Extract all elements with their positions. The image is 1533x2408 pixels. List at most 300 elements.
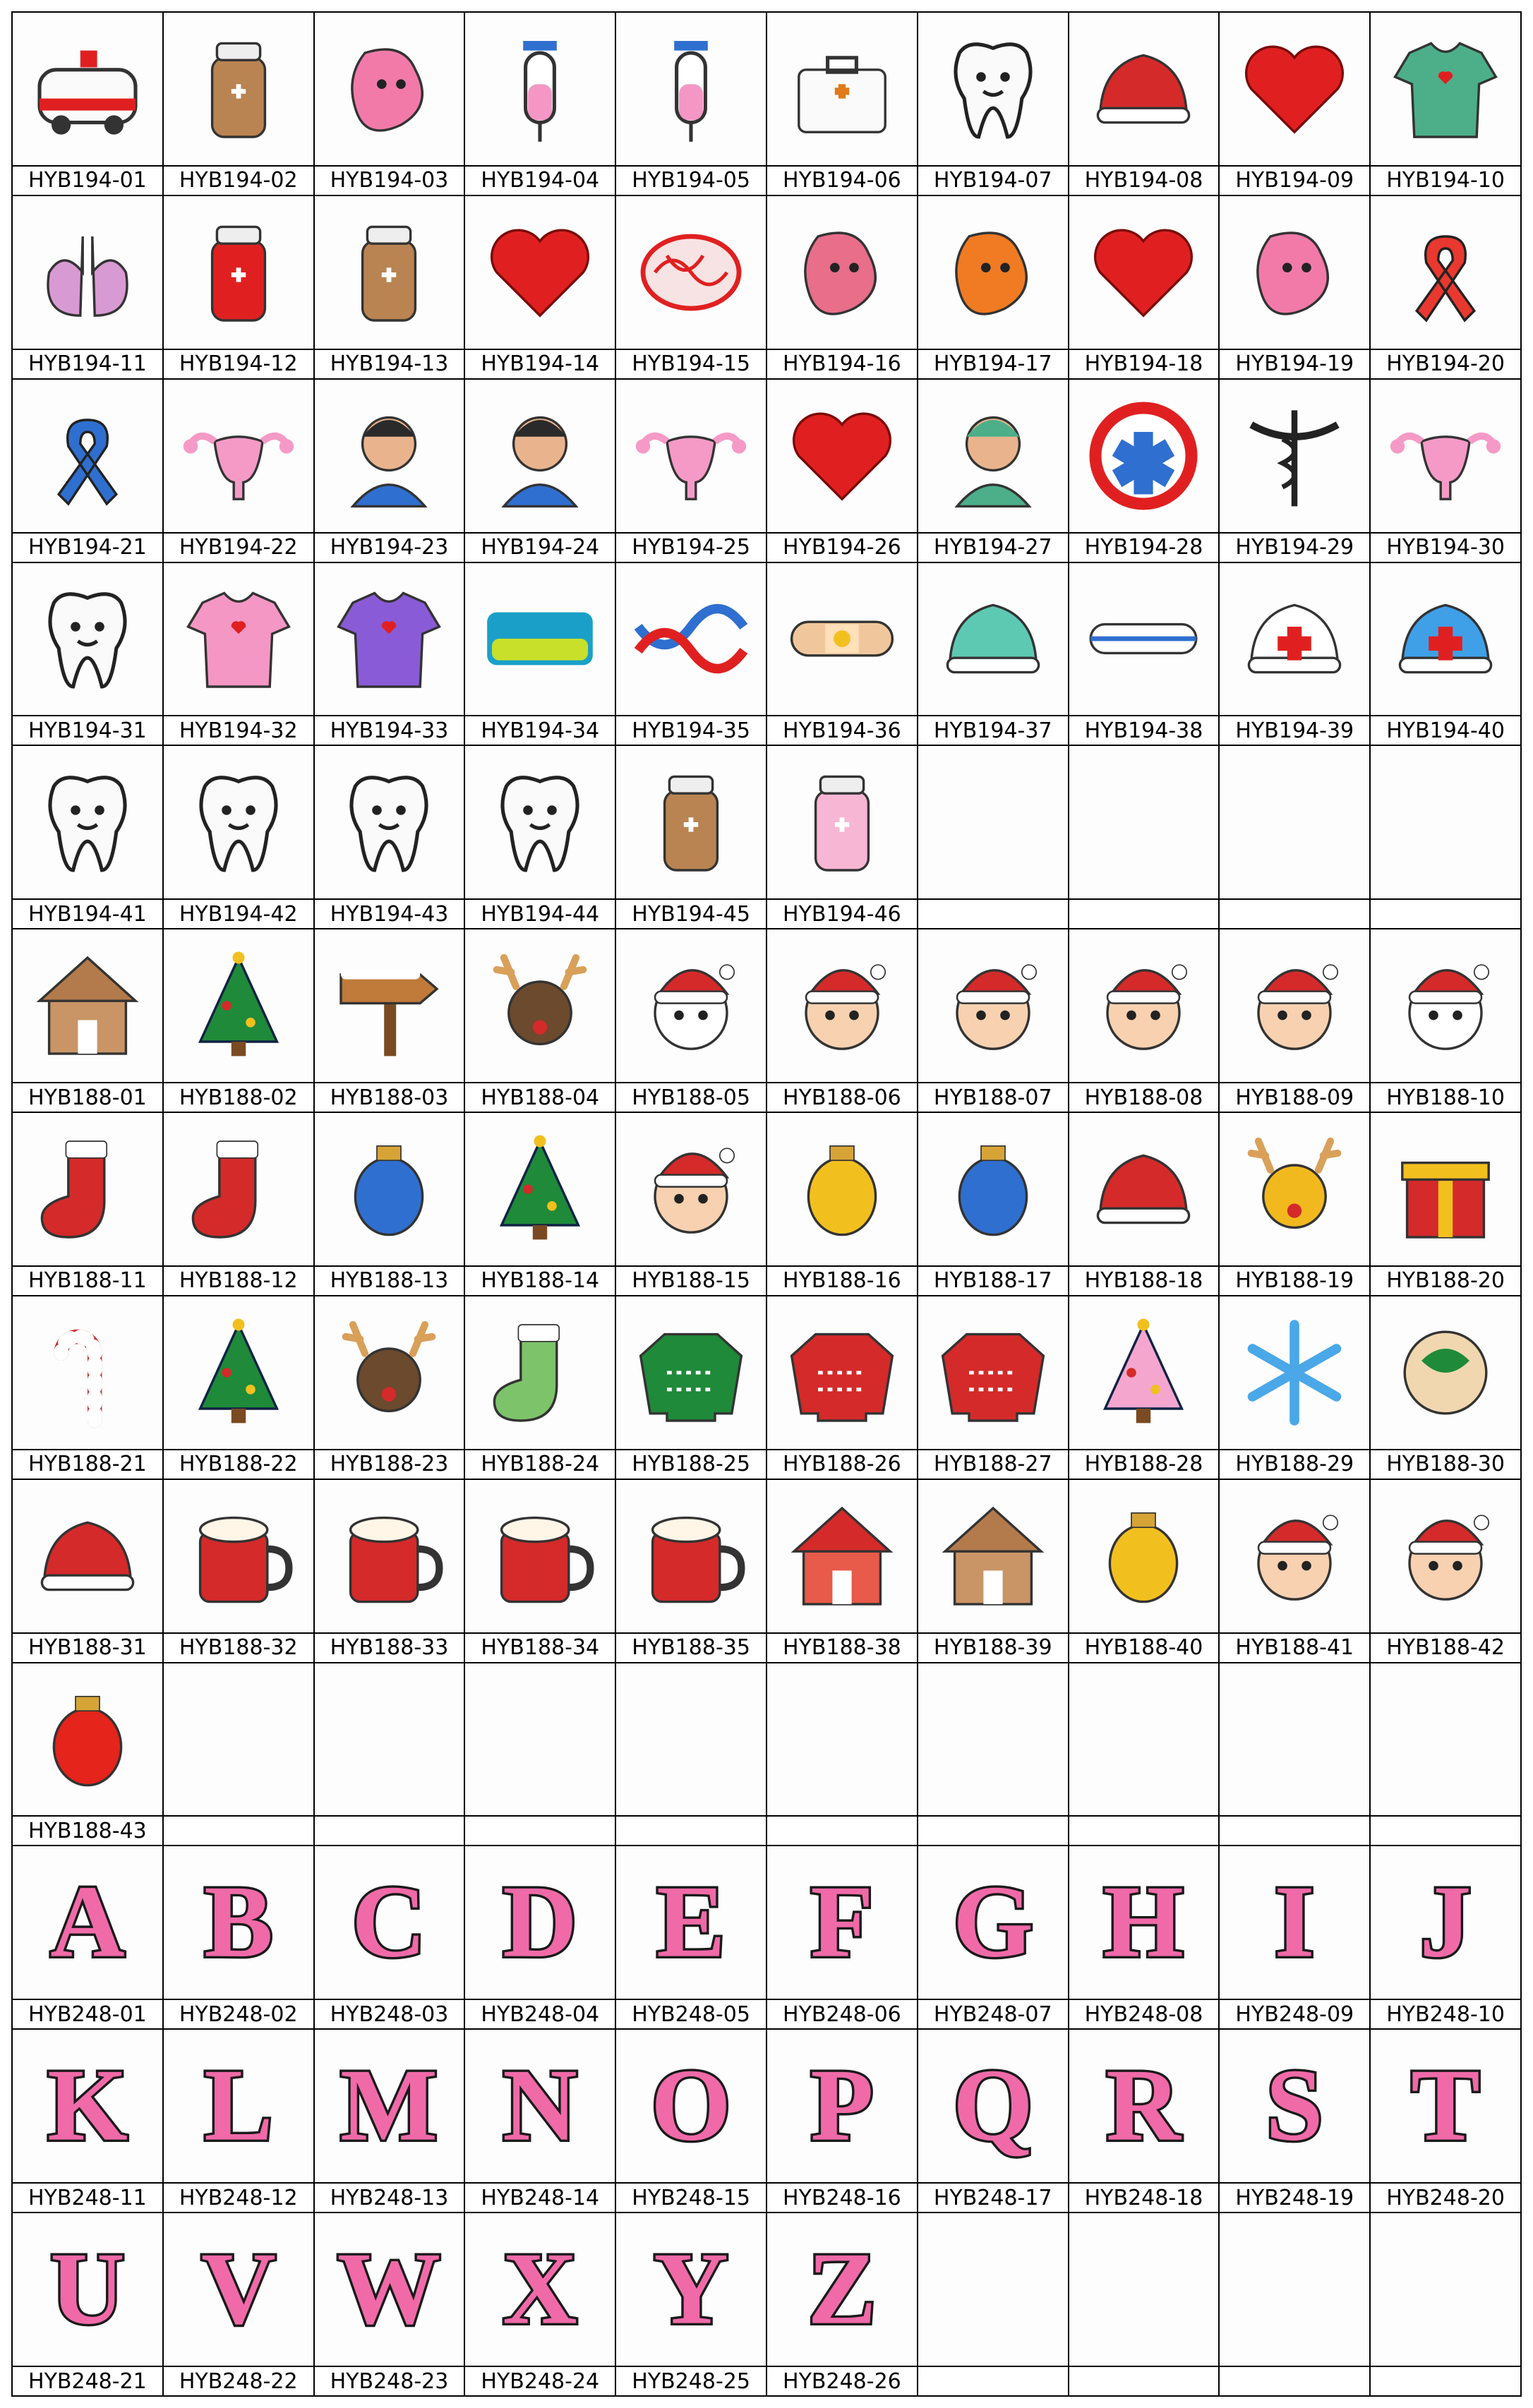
item-code: HYB194-26 xyxy=(767,532,917,562)
item-code: HYB248-21 xyxy=(13,2366,162,2395)
anatomical-heart-icon xyxy=(1083,212,1203,332)
catalog-cell xyxy=(918,13,1069,196)
catalog-cell xyxy=(315,2213,466,2397)
cell-image xyxy=(13,746,162,898)
catalog-cell xyxy=(918,929,1069,1113)
catalog-cell xyxy=(616,1113,767,1296)
item-code: HYB248-06 xyxy=(767,1999,917,2028)
catalog-cell xyxy=(315,2030,466,2213)
catalog-cell xyxy=(13,746,164,929)
cell-image xyxy=(1371,1846,1520,1999)
empty-cell xyxy=(767,1663,918,1847)
item-code: HYB188-30 xyxy=(1371,1449,1520,1479)
letter-icon xyxy=(1234,1862,1354,1982)
pink-organ-icon xyxy=(1234,212,1354,332)
cell-image xyxy=(1069,746,1219,898)
item-code xyxy=(1220,2366,1369,2395)
catalog-cell xyxy=(616,1296,767,1480)
item-code: HYB194-39 xyxy=(1220,715,1369,745)
item-code: HYB188-42 xyxy=(1371,1632,1520,1662)
cell-image xyxy=(616,1113,766,1265)
letter-glyph: Y xyxy=(654,2231,728,2346)
cell-image xyxy=(918,2030,1068,2182)
empty-cell xyxy=(1069,746,1220,929)
braces-icon xyxy=(1083,579,1203,699)
item-code: HYB188-21 xyxy=(13,1449,162,1479)
item-code: HYB194-32 xyxy=(164,715,313,745)
cell-image xyxy=(1069,1296,1219,1449)
santa-face-icon xyxy=(1234,946,1354,1066)
catalog-cell xyxy=(465,1480,616,1663)
cell-image xyxy=(1371,1296,1520,1449)
cell-image xyxy=(918,1846,1068,1999)
knit-hat-icon xyxy=(28,1496,148,1616)
nurse-flex-icon xyxy=(329,396,449,516)
item-code: HYB194-20 xyxy=(1371,349,1520,378)
item-code: HYB188-26 xyxy=(767,1449,917,1479)
syringe-icon xyxy=(631,29,751,149)
first-aid-kit-icon xyxy=(782,29,902,149)
red-truck-tree-icon xyxy=(179,1313,299,1433)
cell-image xyxy=(1220,380,1369,532)
green-stocking-icon xyxy=(480,1313,600,1433)
cell-image xyxy=(1371,1663,1520,1816)
catalog-cell xyxy=(13,2213,164,2397)
item-code: HYB194-23 xyxy=(315,532,464,562)
cell-image xyxy=(13,196,162,349)
empty-cell xyxy=(465,1663,616,1847)
snowman-red-hat-icon xyxy=(631,946,751,1066)
item-code: HYB194-34 xyxy=(465,715,615,745)
item-code: HYB188-09 xyxy=(1220,1082,1369,1112)
catalog-cell xyxy=(918,1480,1069,1663)
letter-glyph: Q xyxy=(952,2047,1033,2162)
empty-cell xyxy=(164,1663,315,1847)
catalog-cell xyxy=(164,2030,315,2213)
item-code: HYB194-11 xyxy=(13,349,162,378)
cell-image xyxy=(616,1663,766,1816)
cell-image xyxy=(1371,1113,1520,1265)
item-code xyxy=(1371,2366,1520,2395)
item-code: HYB188-40 xyxy=(1069,1632,1219,1662)
catalog-cell xyxy=(1069,1296,1220,1480)
catalog-cell xyxy=(767,1846,918,2030)
cell-image xyxy=(918,1296,1068,1449)
catalog-cell xyxy=(164,13,315,196)
cell-image xyxy=(164,929,313,1082)
catalog-cell xyxy=(13,563,164,747)
cell-image xyxy=(616,1296,766,1449)
letter-glyph: M xyxy=(340,2047,438,2162)
item-code: HYB194-21 xyxy=(13,532,162,562)
item-code: HYB188-34 xyxy=(465,1632,615,1662)
cell-image xyxy=(1220,746,1369,898)
letter-icon xyxy=(480,1862,600,1982)
catalog-cell xyxy=(616,1480,767,1663)
item-code: HYB188-35 xyxy=(616,1632,766,1662)
item-code: HYB194-31 xyxy=(13,715,162,745)
cell-image xyxy=(616,563,766,716)
catalog-cell xyxy=(315,746,466,929)
cell-image xyxy=(918,1480,1068,1632)
cell-image xyxy=(315,1480,464,1632)
catalog-cell xyxy=(767,1480,918,1663)
catalog-cell xyxy=(616,2213,767,2397)
catalog-cell xyxy=(315,1296,466,1480)
nurse-portrait-icon xyxy=(480,396,600,516)
empty-cell xyxy=(1220,2213,1371,2397)
empty-cell xyxy=(918,2213,1069,2397)
catalog-cell xyxy=(315,380,466,563)
catalog-cell xyxy=(13,380,164,563)
cell-image xyxy=(465,1296,615,1449)
catalog-cell xyxy=(465,196,616,380)
catalog-cell xyxy=(1371,2030,1522,2213)
letter-icon xyxy=(28,1862,148,1982)
cell-image xyxy=(465,2213,615,2366)
item-code: HYB248-07 xyxy=(918,1999,1068,2028)
catalog-cell xyxy=(918,1113,1069,1296)
letter-glyph: E xyxy=(656,1864,726,1979)
cell-image xyxy=(918,563,1068,716)
item-code: HYB248-09 xyxy=(1220,1999,1369,2028)
catalog-cell xyxy=(767,563,918,747)
catalog-cell xyxy=(1220,1296,1371,1480)
cell-image xyxy=(918,196,1068,349)
stocking-icon xyxy=(179,1129,299,1249)
letter-glyph: S xyxy=(1266,2047,1323,2162)
cell-image xyxy=(164,13,313,165)
pink-tree-icon xyxy=(1083,1313,1203,1433)
item-code: HYB194-43 xyxy=(315,898,464,928)
yellow-reindeer-icon xyxy=(1234,1129,1354,1249)
item-code: HYB194-01 xyxy=(13,165,162,195)
item-code: HYB248-20 xyxy=(1371,2182,1520,2212)
empty-cell xyxy=(918,746,1069,929)
cell-image xyxy=(767,1480,917,1632)
green-tree-icon xyxy=(480,1129,600,1249)
letter-icon xyxy=(782,1862,902,1982)
letter-icon xyxy=(28,2229,148,2349)
empty-cell xyxy=(1220,1663,1371,1847)
tooth-face-icon xyxy=(28,579,148,699)
letter-glyph: I xyxy=(1274,1864,1315,1979)
cell-image xyxy=(767,1296,917,1449)
red-mug-icon xyxy=(631,1496,751,1616)
empty-cell xyxy=(1069,1663,1220,1847)
catalog-cell xyxy=(918,1296,1069,1480)
cell-image xyxy=(1371,563,1520,716)
catalog-cell xyxy=(616,380,767,563)
item-code: HYB248-08 xyxy=(1069,1999,1219,2028)
cell-image xyxy=(164,2213,313,2366)
item-code: HYB248-17 xyxy=(918,2182,1068,2212)
cell-image xyxy=(616,13,766,165)
catalog-cell xyxy=(1220,196,1371,380)
catalog-cell xyxy=(1371,13,1522,196)
item-code xyxy=(767,1815,917,1845)
cell-image xyxy=(13,1846,162,1999)
cell-image xyxy=(1069,1480,1219,1632)
cell-image xyxy=(1220,1663,1369,1816)
catalog-cell xyxy=(315,1480,466,1663)
autism-ribbon-icon xyxy=(1385,212,1505,332)
item-code: HYB194-35 xyxy=(616,715,766,745)
item-code: HYB248-18 xyxy=(1069,2182,1219,2212)
catalog-cell xyxy=(918,563,1069,747)
letter-icon xyxy=(933,2046,1053,2166)
blue-nurse-hat-icon xyxy=(1385,579,1505,699)
catalog-cell xyxy=(1220,1480,1371,1663)
catalog-cell xyxy=(1220,1846,1371,2030)
item-code: HYB194-10 xyxy=(1371,165,1520,195)
item-code: HYB248-23 xyxy=(315,2366,464,2395)
catalog-cell xyxy=(13,1296,164,1480)
surgical-cap-icon xyxy=(933,579,1053,699)
ambulance-icon xyxy=(28,29,148,149)
cell-image xyxy=(1069,1663,1219,1816)
red-house-icon xyxy=(782,1496,902,1616)
catalog-cell xyxy=(1371,196,1522,380)
catalog-cell xyxy=(465,1113,616,1296)
item-code: HYB188-28 xyxy=(1069,1449,1219,1479)
item-code: HYB194-41 xyxy=(13,898,162,928)
lungs-icon xyxy=(28,212,148,332)
uterus-outline-icon xyxy=(631,396,751,516)
letter-glyph: R xyxy=(1106,2047,1182,2162)
cell-image xyxy=(315,380,464,532)
letter-glyph: J xyxy=(1419,1864,1472,1979)
christmas-tree-icon xyxy=(179,946,299,1066)
empty-cell xyxy=(1069,2213,1220,2397)
catalog-cell xyxy=(1220,13,1371,196)
letter-glyph: P xyxy=(810,2047,874,2162)
empty-cell xyxy=(616,1663,767,1847)
cell-image xyxy=(918,1663,1068,1816)
cell-image xyxy=(1069,563,1219,716)
cell-image xyxy=(465,1846,615,1999)
cell-image xyxy=(767,380,917,532)
cocoa-mug-icon xyxy=(329,1496,449,1616)
smile-bandage-icon xyxy=(782,579,902,699)
letter-icon xyxy=(1385,2046,1505,2166)
tooth-bandaid-icon xyxy=(480,762,600,882)
item-code: HYB194-29 xyxy=(1220,532,1369,562)
cell-image xyxy=(767,1113,917,1265)
bells-icon xyxy=(782,1129,902,1249)
cell-image xyxy=(767,929,917,1082)
cell-image xyxy=(1220,13,1369,165)
uterus-smile-icon xyxy=(179,396,299,516)
catalog-cell xyxy=(164,1296,315,1480)
cell-image xyxy=(1220,929,1369,1082)
empty-cell xyxy=(1371,1663,1522,1847)
item-code: HYB248-03 xyxy=(315,1999,464,2028)
catalog-cell xyxy=(767,2030,918,2213)
item-code: HYB194-02 xyxy=(164,165,313,195)
cell-image xyxy=(767,1663,917,1816)
cell-image xyxy=(315,1846,464,1999)
item-code: HYB194-42 xyxy=(164,898,313,928)
cell-image xyxy=(315,1113,464,1265)
item-code xyxy=(1220,898,1369,928)
spray-bottle-icon xyxy=(329,212,449,332)
empty-cell xyxy=(1371,746,1522,929)
item-code: HYB194-44 xyxy=(465,898,615,928)
item-code: HYB188-01 xyxy=(13,1082,162,1112)
item-code: HYB188-20 xyxy=(1371,1265,1520,1295)
cell-image xyxy=(767,2030,917,2182)
item-code: HYB248-15 xyxy=(616,2182,766,2212)
catalog-cell xyxy=(13,1113,164,1296)
item-code: HYB188-05 xyxy=(616,1082,766,1112)
tooth-toothbrush-icon xyxy=(933,29,1053,149)
catalog-cell xyxy=(1069,2030,1220,2213)
cell-image xyxy=(164,1480,313,1632)
item-code: HYB194-17 xyxy=(918,349,1068,378)
item-code: HYB248-16 xyxy=(767,2182,917,2212)
letter-glyph: H xyxy=(1103,1864,1184,1979)
catalog-cell xyxy=(1069,13,1220,196)
cell-image xyxy=(767,746,917,898)
letter-glyph: L xyxy=(203,2047,273,2162)
letter-icon xyxy=(631,2229,751,2349)
cell-image xyxy=(465,196,615,349)
item-code: HYB194-30 xyxy=(1371,532,1520,562)
cell-image xyxy=(1220,563,1369,716)
cell-image xyxy=(616,2030,766,2182)
catalog-cell xyxy=(767,1113,918,1296)
catalog-cell xyxy=(465,2213,616,2397)
cell-image xyxy=(1220,1846,1369,1999)
catalog-cell xyxy=(164,1113,315,1296)
pink-scrubs-icon xyxy=(179,579,299,699)
letter-glyph: A xyxy=(50,1864,125,1979)
item-code: HYB188-43 xyxy=(13,1815,162,1845)
item-code xyxy=(1220,1815,1369,1845)
cell-image xyxy=(164,1113,313,1265)
catalog-cell xyxy=(13,1846,164,2030)
item-code: HYB194-18 xyxy=(1069,349,1219,378)
cell-image xyxy=(315,196,464,349)
ornament-icon xyxy=(329,1129,449,1249)
cell-image xyxy=(1220,1480,1369,1632)
item-code: HYB194-07 xyxy=(918,165,1068,195)
polka-mug-icon xyxy=(480,1496,600,1616)
cell-image xyxy=(465,746,615,898)
snowflake-icon xyxy=(1234,1313,1354,1433)
moose-icon xyxy=(329,1313,449,1433)
north-pole-sign-icon xyxy=(329,946,449,1066)
letter-icon xyxy=(1385,1862,1505,1982)
item-code: HYB194-09 xyxy=(1220,165,1369,195)
item-code: HYB248-12 xyxy=(164,2182,313,2212)
cell-image xyxy=(767,1846,917,1999)
cell-image xyxy=(616,1846,766,1999)
catalog-cell xyxy=(164,1846,315,2030)
item-code: HYB188-03 xyxy=(315,1082,464,1112)
letter-glyph: U xyxy=(50,2231,125,2346)
cell-image xyxy=(1069,380,1219,532)
santa-gift-icon xyxy=(933,946,1053,1066)
cell-image xyxy=(13,1480,162,1632)
cell-image xyxy=(1220,196,1369,349)
item-code: HYB194-45 xyxy=(616,898,766,928)
item-code: HYB188-41 xyxy=(1220,1632,1369,1662)
capsule-icon xyxy=(1083,29,1203,149)
cell-image xyxy=(465,13,615,165)
cell-image xyxy=(767,2213,917,2366)
cell-image xyxy=(918,1113,1068,1265)
item-code: HYB194-13 xyxy=(315,349,464,378)
santa-head-icon xyxy=(1385,1496,1505,1616)
item-code: HYB248-22 xyxy=(164,2366,313,2395)
letter-glyph: N xyxy=(503,2047,578,2162)
catalog-cell xyxy=(616,2030,767,2213)
item-code: HYB188-25 xyxy=(616,1449,766,1479)
catalog-cell xyxy=(465,563,616,747)
cell-image xyxy=(1069,2030,1219,2182)
teeth-health-text-icon xyxy=(480,579,600,699)
cell-image xyxy=(616,196,766,349)
letter-glyph: O xyxy=(651,2047,731,2162)
item-code: HYB194-15 xyxy=(616,349,766,378)
item-code xyxy=(1069,898,1219,928)
snowman-green-scarf-icon xyxy=(1385,946,1505,1066)
cell-image xyxy=(918,929,1068,1082)
orange-organ-icon xyxy=(933,212,1053,332)
letter-icon xyxy=(329,1862,449,1982)
catalog-cell xyxy=(315,1846,466,2030)
item-code: HYB248-11 xyxy=(13,2182,162,2212)
item-code: HYB188-07 xyxy=(918,1082,1068,1112)
cell-image xyxy=(1069,196,1219,349)
letter-icon xyxy=(480,2229,600,2349)
letter-icon xyxy=(329,2046,449,2166)
cell-image xyxy=(164,1296,313,1449)
empty-cell xyxy=(1220,746,1371,929)
surgeon-icon xyxy=(933,396,1053,516)
item-code: HYB194-19 xyxy=(1220,349,1369,378)
item-code: HYB188-29 xyxy=(1220,1449,1369,1479)
catalog-cell xyxy=(13,13,164,196)
item-code: HYB194-24 xyxy=(465,532,615,562)
cell-image xyxy=(13,380,162,532)
red-boot-icon xyxy=(28,1129,148,1249)
catalog-cell xyxy=(1069,380,1220,563)
catalog-cell xyxy=(13,1480,164,1663)
item-code: HYB248-24 xyxy=(465,2366,615,2395)
item-code: HYB188-12 xyxy=(164,1265,313,1295)
gift-box-icon xyxy=(1385,1129,1505,1249)
catalog-cell xyxy=(767,746,918,929)
stomach-character-icon xyxy=(782,212,902,332)
letter-glyph: D xyxy=(503,1864,578,1979)
pill-jar-icon xyxy=(782,762,902,882)
cell-image xyxy=(13,2030,162,2182)
item-code: HYB194-12 xyxy=(164,349,313,378)
letter-icon xyxy=(28,2046,148,2166)
cell-image xyxy=(1069,2213,1219,2366)
cell-image xyxy=(315,1663,464,1816)
catalog-cell xyxy=(616,196,767,380)
catalog-cell xyxy=(1371,380,1522,563)
letter-icon xyxy=(631,2046,751,2166)
catalog-cell xyxy=(465,929,616,1113)
catalog-cell xyxy=(616,563,767,747)
red-sweater-icon xyxy=(782,1313,902,1433)
letter-icon xyxy=(179,1862,299,1982)
